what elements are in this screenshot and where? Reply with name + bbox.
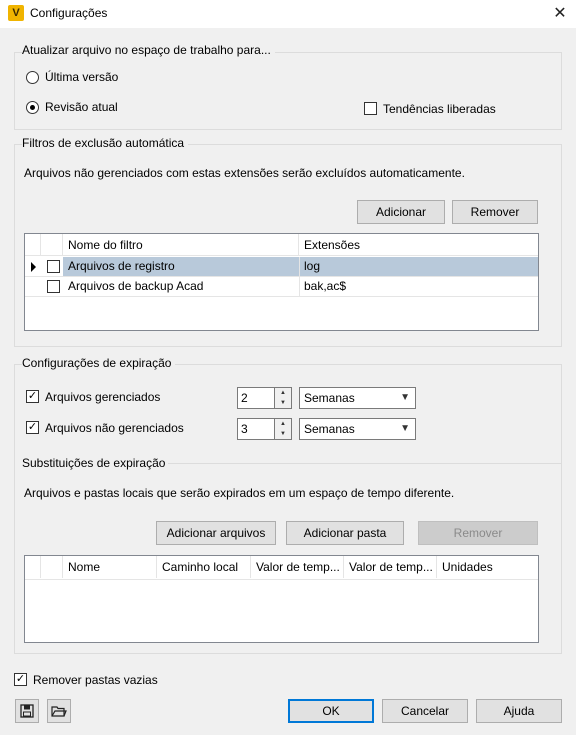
add-folder-button[interactable]: Adicionar pasta bbox=[286, 521, 404, 545]
remove-override-button[interactable]: Remover bbox=[418, 521, 538, 545]
overrides-header-indicator bbox=[25, 556, 41, 578]
overrides-header-checkbox bbox=[41, 556, 63, 578]
extensions-cell[interactable]: bak,ac$ bbox=[304, 279, 347, 293]
current-revision-radio[interactable] bbox=[26, 101, 39, 114]
column-header-local-path[interactable]: Caminho local bbox=[157, 556, 251, 578]
app-icon: V bbox=[8, 5, 24, 21]
current-revision-label[interactable]: Revisão atual bbox=[45, 100, 118, 114]
unmanaged-files-spinner[interactable] bbox=[274, 418, 292, 440]
add-files-button[interactable]: Adicionar arquivos bbox=[156, 521, 276, 545]
column-header-name[interactable]: Nome bbox=[63, 556, 157, 578]
chevron-down-icon: ▼ bbox=[400, 392, 410, 403]
latest-version-label[interactable]: Última versão bbox=[45, 70, 119, 84]
managed-files-checkbox[interactable]: ✓ bbox=[27, 390, 38, 402]
row-checkbox[interactable] bbox=[47, 280, 60, 293]
add-filter-button[interactable]: Adicionar bbox=[357, 200, 445, 224]
column-header-time-value-2[interactable]: Valor de temp... bbox=[344, 556, 437, 578]
managed-files-unit-select[interactable] bbox=[299, 387, 416, 409]
expiration-overrides-description: Arquivos e pastas locais que serão expirados em um espaço de tempo diferente. bbox=[24, 486, 455, 500]
managed-files-unit-value: Semanas bbox=[304, 391, 355, 405]
expiration-overrides-separator bbox=[168, 463, 562, 464]
filter-name-cell[interactable]: Arquivos de registro bbox=[68, 259, 175, 273]
cancel-button[interactable]: Cancelar bbox=[382, 699, 468, 723]
unmanaged-files-label[interactable]: Arquivos não gerenciados bbox=[45, 421, 184, 435]
spin-down-icon[interactable]: ▼ bbox=[280, 431, 286, 437]
managed-files-spinner[interactable] bbox=[274, 387, 292, 409]
help-button[interactable]: Ajuda bbox=[476, 699, 562, 723]
title-bar bbox=[0, 0, 576, 28]
column-header-time-value-1[interactable]: Valor de temp... bbox=[251, 556, 344, 578]
table-row[interactable] bbox=[25, 257, 538, 277]
table-row[interactable] bbox=[25, 277, 538, 297]
remove-filter-button[interactable]: Remover bbox=[452, 200, 538, 224]
row-checkbox[interactable] bbox=[47, 260, 60, 273]
window-title: Configurações bbox=[30, 6, 108, 20]
managed-files-value-input[interactable]: 2 bbox=[237, 387, 275, 409]
managed-files-label[interactable]: Arquivos gerenciados bbox=[45, 390, 161, 404]
extensions-cell[interactable]: log bbox=[304, 259, 321, 273]
filters-list[interactable] bbox=[24, 233, 539, 331]
overrides-list[interactable] bbox=[24, 555, 539, 643]
chevron-down-icon: ▼ bbox=[400, 423, 410, 434]
spin-up-icon[interactable]: ▲ bbox=[280, 421, 286, 427]
unmanaged-files-unit-value: Semanas bbox=[304, 422, 355, 436]
current-row-indicator-icon bbox=[31, 262, 36, 272]
released-trends-label[interactable]: Tendências liberadas bbox=[383, 102, 496, 116]
save-icon[interactable] bbox=[15, 699, 39, 723]
filters-header-checkbox bbox=[41, 234, 63, 256]
expiration-overrides-title: Substituições de expiração bbox=[22, 456, 166, 470]
filter-name-cell[interactable]: Arquivos de backup Acad bbox=[68, 279, 204, 293]
unmanaged-files-value-input[interactable]: 3 bbox=[237, 418, 275, 440]
update-file-group bbox=[14, 52, 562, 130]
cell-divider bbox=[299, 257, 300, 276]
ok-button[interactable]: OK bbox=[288, 699, 374, 723]
auto-delete-filters-description: Arquivos não gerenciados com estas extensões serão excluídos automaticamente. bbox=[24, 166, 465, 180]
column-header-extensions[interactable]: Extensões bbox=[304, 238, 361, 252]
column-header-filter-name[interactable]: Nome do filtro bbox=[63, 234, 299, 256]
spin-down-icon[interactable]: ▼ bbox=[280, 400, 286, 406]
update-file-group-title: Atualizar arquivo no espaço de trabalho para... bbox=[22, 43, 275, 57]
released-trends-checkbox[interactable] bbox=[364, 102, 377, 115]
spin-up-icon[interactable]: ▲ bbox=[280, 390, 286, 396]
open-folder-icon[interactable] bbox=[47, 699, 71, 723]
overrides-list-header bbox=[25, 556, 538, 580]
unmanaged-files-checkbox[interactable]: ✓ bbox=[27, 421, 38, 433]
filters-list-header bbox=[25, 234, 538, 256]
filters-header-indicator bbox=[25, 234, 41, 256]
cell-divider bbox=[299, 277, 300, 296]
unmanaged-files-unit-select[interactable] bbox=[299, 418, 416, 440]
close-icon[interactable]: ✕ bbox=[553, 5, 567, 22]
remove-empty-folders-checkbox[interactable]: ✓ bbox=[15, 673, 26, 685]
expiration-settings-title: Configurações de expiração bbox=[22, 356, 175, 370]
column-header-units[interactable]: Unidades bbox=[442, 560, 493, 574]
auto-delete-filters-title: Filtros de exclusão automática bbox=[22, 136, 188, 150]
remove-empty-folders-label[interactable]: Remover pastas vazias bbox=[33, 673, 158, 687]
latest-version-radio[interactable] bbox=[26, 71, 39, 84]
